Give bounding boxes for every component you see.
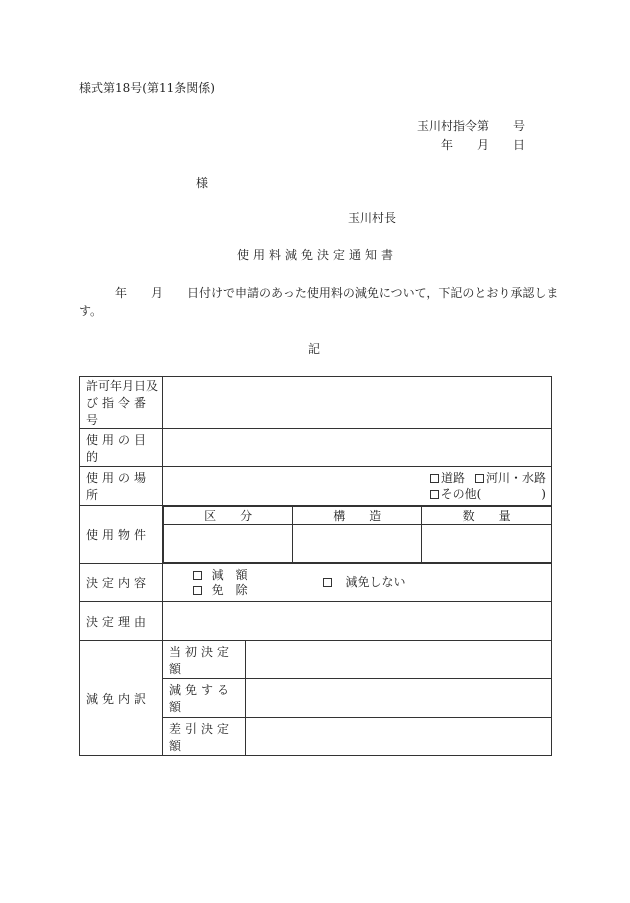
river-option-label: 河川・水路 — [485, 471, 546, 485]
road-checkbox[interactable] — [430, 474, 439, 483]
body-text-line2: す。 — [79, 304, 103, 318]
breakdown-label: 減免内訳 — [80, 641, 163, 756]
breakdown-initial-row — [80, 641, 552, 679]
other-option-label: その他( ) — [440, 487, 546, 501]
addressee-honorific: 様 — [196, 176, 209, 190]
purpose-value[interactable] — [163, 429, 552, 467]
item-grid — [163, 506, 551, 563]
item-kubun-value[interactable] — [164, 525, 293, 563]
item-row — [80, 506, 552, 564]
ki-heading: 記 — [308, 342, 321, 356]
item-suryo-value[interactable] — [422, 525, 551, 563]
permit-value[interactable] — [163, 377, 552, 429]
reason-label: 決定理由 — [80, 602, 163, 641]
place-row — [80, 467, 552, 506]
permit-label-line1: 許可年月日及 — [86, 379, 159, 393]
issue-date: 年 月 日 — [441, 138, 526, 152]
reason-value[interactable] — [163, 602, 552, 641]
purpose-row — [80, 429, 552, 467]
reduction-amount-label: 減免する額 — [163, 679, 246, 718]
item-col-suryo: 数 量 — [422, 507, 551, 525]
road-option-label: 道路 — [440, 471, 465, 485]
decision-value — [163, 564, 552, 602]
item-kozo-value[interactable] — [293, 525, 422, 563]
other-checkbox[interactable] — [430, 490, 439, 499]
item-col-kubun: 区 分 — [164, 507, 293, 525]
details-table — [79, 376, 552, 756]
document-title: 使用料減免決定通知書 — [237, 248, 398, 262]
exempt-option-label: 免 除 — [211, 582, 248, 597]
issuer-name: 玉川村長 — [348, 211, 397, 225]
permit-label — [80, 377, 163, 429]
river-checkbox[interactable] — [475, 474, 484, 483]
place-value — [163, 467, 552, 506]
permit-row — [80, 377, 552, 429]
item-grid-cell — [163, 506, 552, 564]
initial-amount-value[interactable] — [246, 641, 552, 679]
designation-number: 玉川村指令第 号 — [417, 119, 526, 133]
permit-label-line2: び指令番号 — [86, 396, 151, 427]
reason-row — [80, 602, 552, 641]
initial-amount-label: 当初決定額 — [163, 641, 246, 679]
reduce-option-label: 減 額 — [211, 567, 248, 582]
no-reduction-checkbox[interactable] — [323, 578, 332, 587]
decision-label: 決定内容 — [80, 564, 163, 602]
body-text-line1: 年 月 日付けで申請のあった使用料の減免について，下記のとおり承認しま — [79, 286, 559, 300]
item-col-kozo: 構 造 — [293, 507, 422, 525]
net-amount-label: 差引決定額 — [163, 718, 246, 756]
net-amount-value[interactable] — [246, 718, 552, 756]
reduce-checkbox[interactable] — [193, 571, 202, 580]
exempt-checkbox[interactable] — [193, 586, 202, 595]
item-label: 使用物件 — [80, 506, 163, 564]
form-number: 様式第18号(第11条関係) — [79, 81, 215, 95]
purpose-label: 使用の目的 — [80, 429, 163, 467]
place-label: 使用の場所 — [80, 467, 163, 506]
decision-row — [80, 564, 552, 602]
reduction-amount-value[interactable] — [246, 679, 552, 718]
no-reduction-option-label: 減免しない — [345, 575, 406, 589]
